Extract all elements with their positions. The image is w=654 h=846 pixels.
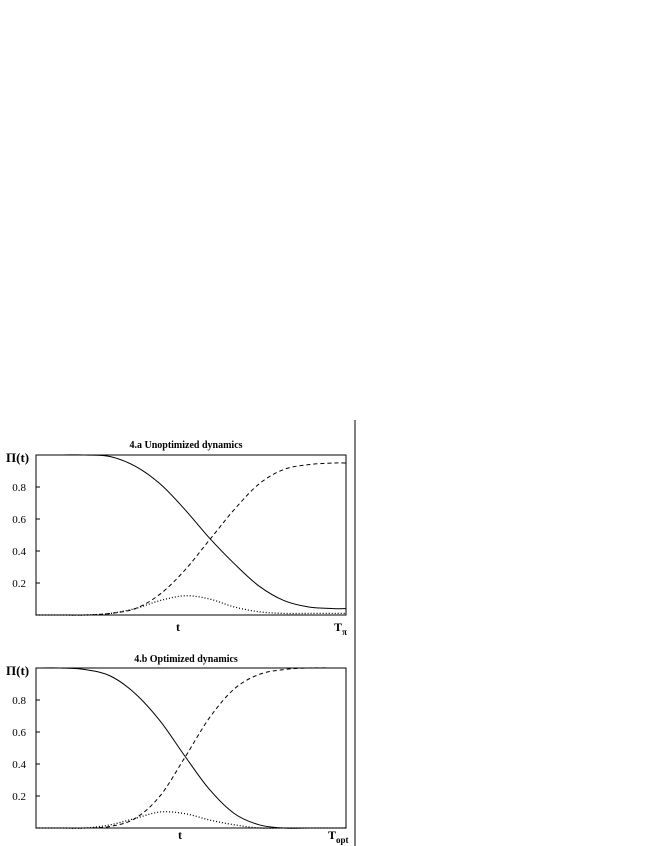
series-line-dotted bbox=[36, 812, 346, 828]
x-axis-label: t bbox=[176, 620, 180, 634]
y-tick-label: 0.8 bbox=[12, 482, 26, 494]
series-line-dashed bbox=[36, 668, 346, 828]
y-tick-label: 0.8 bbox=[12, 695, 26, 707]
y-tick-label: 0.6 bbox=[12, 727, 26, 739]
x-axis-label: t bbox=[178, 828, 182, 842]
series-lines bbox=[36, 455, 346, 615]
y-tick-label: 0.2 bbox=[12, 578, 26, 590]
x-end-subscript: opt bbox=[336, 835, 349, 845]
y-tick-label: 0.6 bbox=[12, 514, 26, 526]
chart-title: 4.a Unoptimized dynamics bbox=[129, 440, 243, 451]
x-end-main: T bbox=[334, 620, 343, 634]
y-tick-label: 0.2 bbox=[12, 791, 26, 803]
series-lines bbox=[36, 668, 346, 828]
series-line-solid bbox=[36, 455, 346, 609]
y-tick-label: 0.4 bbox=[12, 546, 26, 558]
x-end-subscript: π bbox=[342, 627, 347, 637]
x-end-main: T bbox=[328, 828, 337, 842]
x-end-label bbox=[334, 620, 347, 637]
y-tick-label: 0.4 bbox=[12, 759, 26, 771]
series-line-dashed bbox=[36, 463, 346, 615]
panel-unoptimized bbox=[6, 440, 347, 637]
y-axis-label: Π(t) bbox=[6, 450, 30, 465]
chart-title: 4.b Optimized dynamics bbox=[134, 654, 238, 665]
x-end-label bbox=[328, 828, 349, 845]
plot-frame bbox=[36, 455, 346, 615]
panel-optimized bbox=[6, 654, 349, 845]
y-axis-label: Π(t) bbox=[6, 663, 30, 678]
